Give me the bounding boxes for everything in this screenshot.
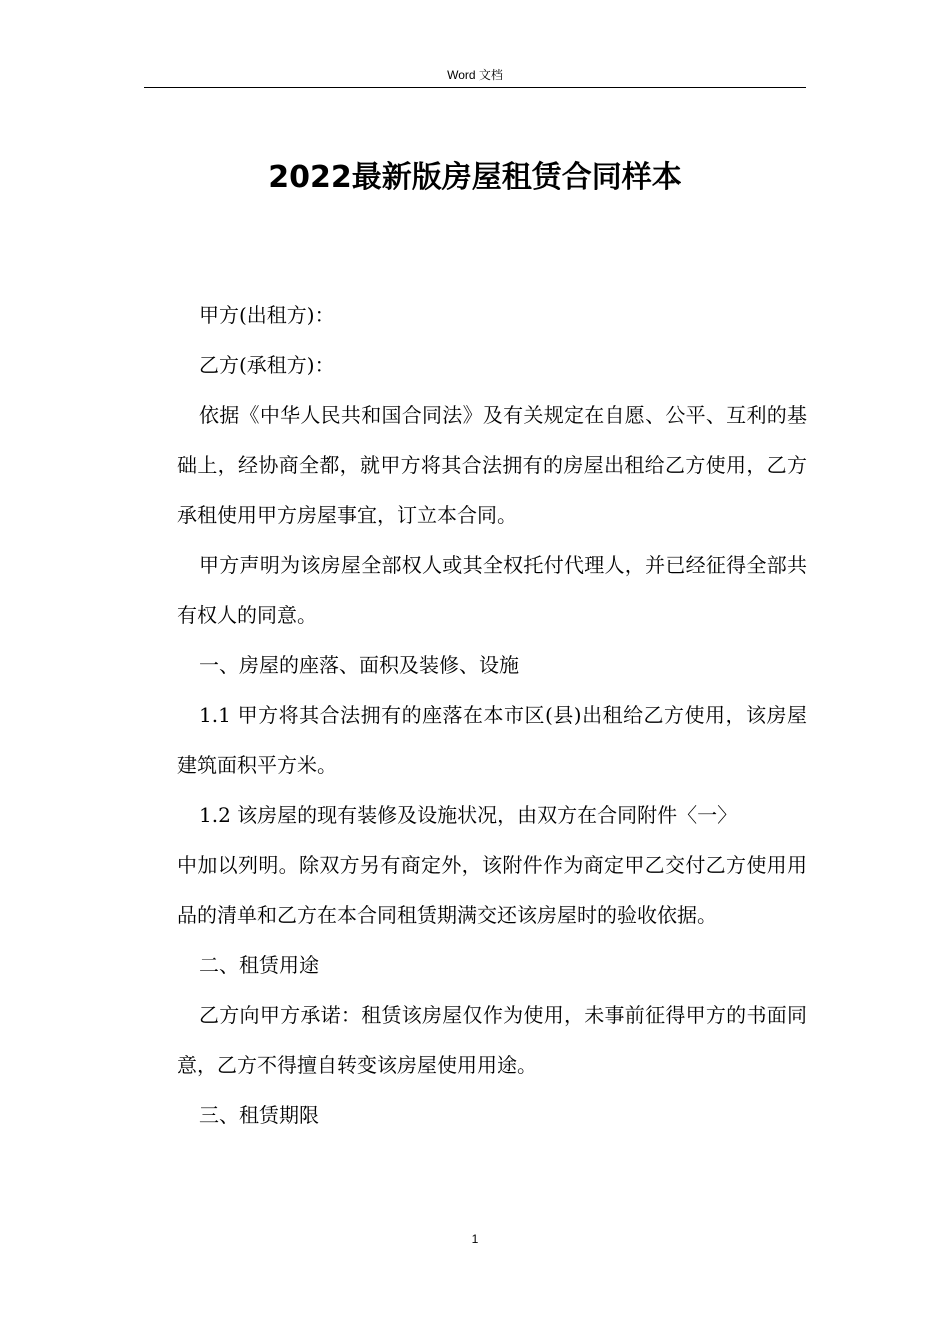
clause-1-2: 1.2 该房屋的现有装修及设施状况，由双方在合同附件〈一〉 (199, 803, 738, 827)
page-header: Word 文档 (447, 68, 503, 82)
document-body (177, 290, 807, 1140)
clause-1-1: 1.1 甲方将其合法拥有的座落在本市区(县)出租给乙方使用，该房屋建筑面积平方米。 (177, 703, 807, 777)
section-heading-3: 三、租赁期限 (199, 1103, 319, 1127)
section-heading-2: 二、租赁用途 (199, 953, 319, 977)
clause-2: 乙方向甲方承诺：租赁该房屋仅作为使用，未事前征得甲方的书面同意，乙方不得擅自转变该房屋使用用途。 (177, 1003, 807, 1077)
page-number: 1 (471, 1232, 479, 1246)
paragraph-declaration: 甲方声明为该房屋全部权人或其全权托付代理人，并已经征得全部共有权人的同意。 (177, 553, 807, 627)
header-divider (144, 87, 806, 88)
paragraph-preamble: 依据《中华人民共和国合同法》及有关规定在自愿、公平、互利的基础上，经协商全都，就甲方将其合法拥有的房屋出租给乙方使用，乙方承租使用甲方房屋事宜，订立本合同。 (177, 403, 807, 527)
document-title: 2022最新版房屋租赁合同样本 (268, 160, 682, 195)
clause-1-2-continued: 中加以列明。除双方另有商定外，该附件作为商定甲乙交付乙方使用用品的清单和乙方在本合同租赁期满交还该房屋时的验收依据。 (177, 853, 807, 927)
paragraph-party-b: 乙方(承租方)： (199, 353, 335, 377)
paragraph-party-a: 甲方(出租方)： (199, 303, 335, 327)
section-heading-1: 一、房屋的座落、面积及装修、设施 (199, 653, 519, 677)
